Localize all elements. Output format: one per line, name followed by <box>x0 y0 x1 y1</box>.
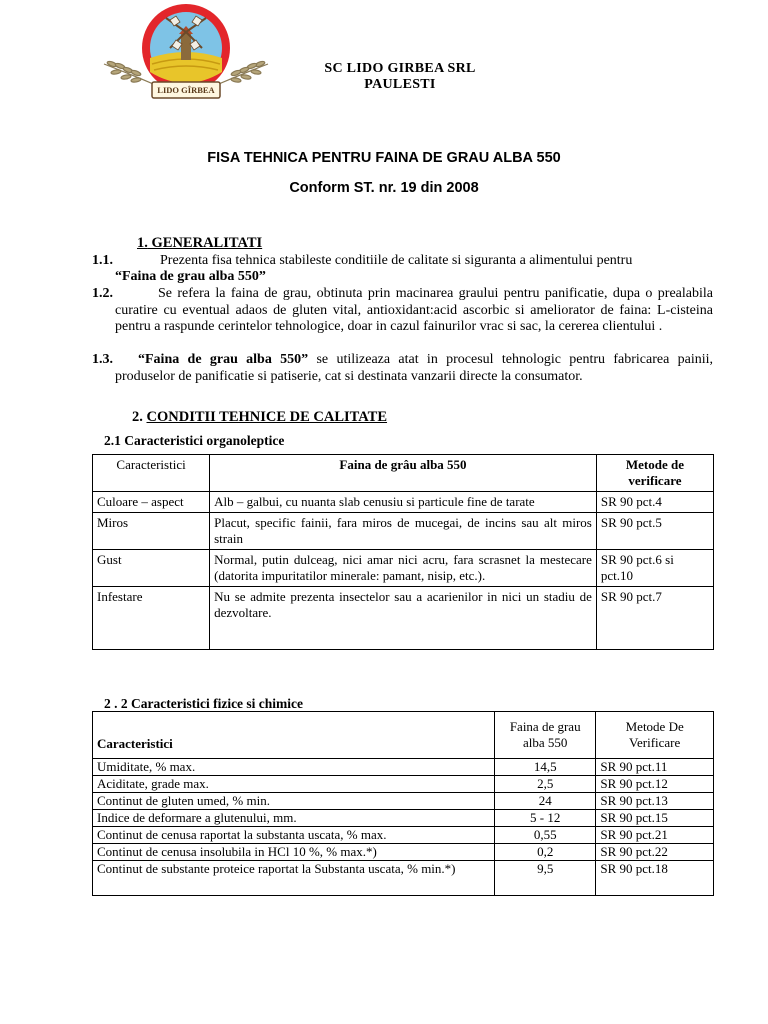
table-cell: SR 90 pct.18 <box>596 861 714 896</box>
table-cell: 9,5 <box>495 861 596 896</box>
item-1-2-text: Se refera la faina de grau, obtinuta prin macinarea graului pentru panificatie, dupa o prealabila curatire cu eventual adaos de gluten vital, antioxidant:acid ascorbic si ameliorator de faina: L-cisteina pentru a raspunde cerintelor tehnologice, doar in cazul fainurilor vrac si sac, la cererea clientului . <box>115 286 713 334</box>
company-logo <box>100 2 272 106</box>
table-cell: Infestare <box>93 587 210 650</box>
section1-heading <box>137 235 262 252</box>
table-row <box>93 550 714 587</box>
table-row <box>93 759 714 776</box>
table-cell: SR 90 pct.13 <box>596 793 714 810</box>
item-1-3-text <box>115 352 713 385</box>
item-1-2-number: 1.2. <box>92 286 113 301</box>
table-cell: Aciditate, grade max. <box>93 776 495 793</box>
table-cell: Alb – galbui, cu nuanta slab cenusiu si particule fine de tarate <box>210 492 597 513</box>
table-header-row <box>93 712 714 759</box>
column-header: Faina de grau alba 550 <box>495 712 596 759</box>
table-cell: Continut de substante proteice raportat la Substanta uscata, % min.*) <box>93 861 495 896</box>
company-name: SC LIDO GIRBEA SRL <box>324 61 476 76</box>
column-header: Metode De Verificare <box>596 712 714 759</box>
column-header: Faina de grâu alba 550 <box>210 455 597 492</box>
table-cell: SR 90 pct.6 si pct.10 <box>596 550 713 587</box>
table-cell: Miros <box>93 513 210 550</box>
table-row <box>93 844 714 861</box>
table-cell: Umiditate, % max. <box>93 759 495 776</box>
table-cell: 24 <box>495 793 596 810</box>
item-1-1-text <box>115 253 713 270</box>
item-1-1-number: 1.1. <box>92 253 113 268</box>
table-cell: Normal, putin dulceag, nici amar nici acru, fara scrasnet la mestecare (datorita impuritatilor minerale: pamant, nisip, etc.). <box>210 550 597 587</box>
table-cell: 14,5 <box>495 759 596 776</box>
table-header-row <box>93 455 714 492</box>
item-1-1-product: “Faina de grau alba 550” <box>115 269 266 284</box>
table-row <box>93 776 714 793</box>
table-cell: Nu se admite prezenta insectelor sau a acarienilor in nici un stadiu de dezvoltare. <box>210 587 597 650</box>
table-cell: Culoare – aspect <box>93 492 210 513</box>
section2-title: CONDITII TEHNICE DE CALITATE <box>146 409 388 425</box>
table-cell: 2,5 <box>495 776 596 793</box>
table-cell: SR 90 pct.11 <box>596 759 714 776</box>
table-cell: Gust <box>93 550 210 587</box>
subsection-2-1: 2.1 Caracteristici organoleptice <box>104 433 285 448</box>
item-1-1-body: Prezenta fisa tehnica stabileste conditiile de calitate si siguranta a alimentului pentru <box>160 253 633 268</box>
column-header: Metode de verificare <box>596 455 713 492</box>
column-header: Caracteristici <box>93 712 495 759</box>
table-cell: 0,55 <box>495 827 596 844</box>
table-cell: SR 90 pct.15 <box>596 810 714 827</box>
table-row <box>93 492 714 513</box>
section2-number: 2. <box>132 409 143 425</box>
table-cell: Continut de gluten umed, % min. <box>93 793 495 810</box>
table-row <box>93 810 714 827</box>
document-subtitle: Conform ST. nr. 19 din 2008 <box>289 180 479 196</box>
physical-chemical-table <box>92 711 714 896</box>
table-cell: Indice de deformare a glutenului, mm. <box>93 810 495 827</box>
table-row <box>93 861 714 896</box>
item-1-3-number: 1.3. <box>92 352 113 367</box>
column-header: Caracteristici <box>93 455 210 492</box>
table-cell: SR 90 pct.5 <box>596 513 713 550</box>
logo-text: LIDO GÎRBEA <box>157 85 215 95</box>
organoleptic-table <box>92 454 714 650</box>
table-cell: SR 90 pct.21 <box>596 827 714 844</box>
table-cell: Continut de cenusa raportat la substanta uscata, % max. <box>93 827 495 844</box>
table-cell: Continut de cenusa insolubila in HCl 10 %, % max.*) <box>93 844 495 861</box>
table-cell: SR 90 pct.22 <box>596 844 714 861</box>
table-row <box>93 587 714 650</box>
table-cell: 5 - 12 <box>495 810 596 827</box>
table-cell: SR 90 pct.4 <box>596 492 713 513</box>
table-cell: Placut, specific fainii, fara miros de mucegai, de incins sau alt miros strain <box>210 513 597 550</box>
table-row <box>93 827 714 844</box>
table-cell: 0,2 <box>495 844 596 861</box>
table-cell: SR 90 pct.12 <box>596 776 714 793</box>
company-location: PAULESTI <box>364 77 436 92</box>
item-1-3-body: se utilizeaza atat in procesul tehnologic pentru fabricarea painii, produselor de panificatie si patiserie, cat si destinata vanzarii directe la consumator. <box>115 352 714 384</box>
document-title: FISA TEHNICA PENTRU FAINA DE GRAU ALBA 550 <box>207 150 561 166</box>
subsection-2-2: 2 . 2 Caracteristici fizice si chimice <box>104 696 304 711</box>
section1-number: 1. <box>137 235 148 251</box>
table-cell: SR 90 pct.7 <box>596 587 713 650</box>
item-1-3-product: “Faina de grau alba 550” <box>138 352 309 367</box>
section1-title: GENERALITATI <box>151 235 263 251</box>
table-row <box>93 793 714 810</box>
section2-heading <box>132 409 387 426</box>
table-row <box>93 513 714 550</box>
